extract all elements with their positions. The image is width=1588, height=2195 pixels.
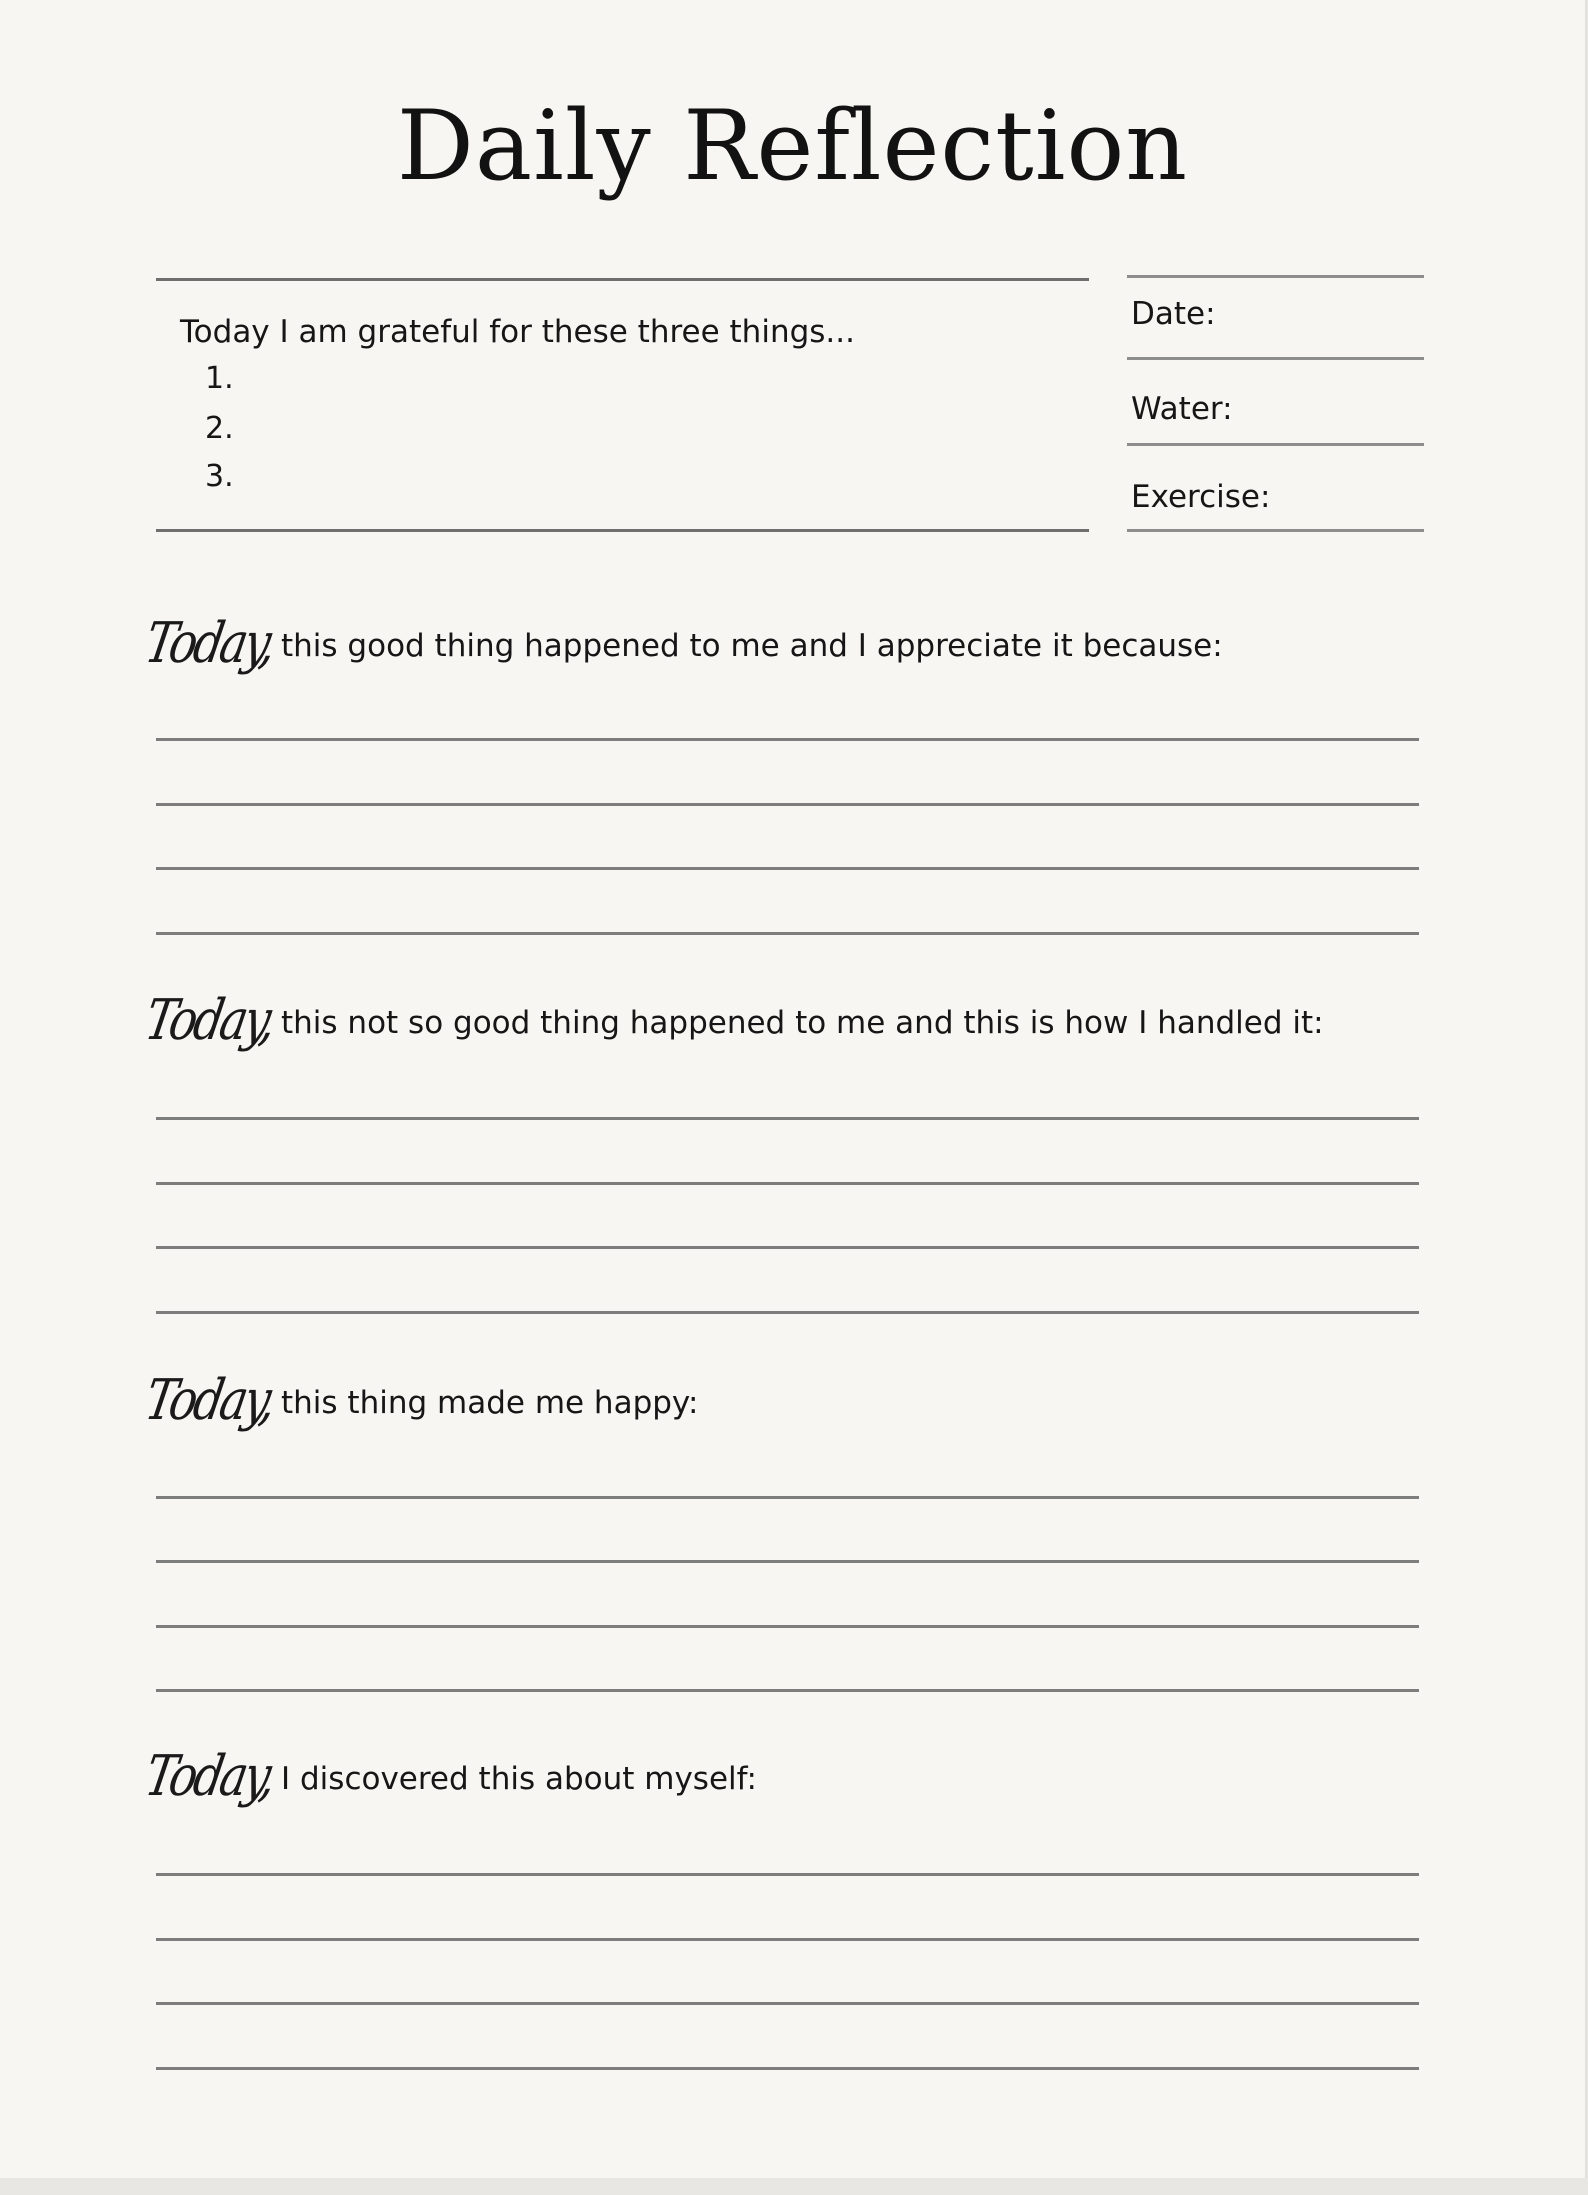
today-script-lead: Today, [140,611,279,676]
exercise-label: Exercise: [1131,479,1271,515]
writing-line[interactable] [156,1311,1419,1314]
page-title: Daily Reflection [396,90,1189,202]
writing-line[interactable] [156,803,1419,806]
section-prompt-text: this good thing happened to me and I appreciate it because: [281,628,1223,664]
today-script-lead: Today, [140,1744,279,1809]
writing-line[interactable] [156,1625,1419,1628]
writing-line[interactable] [156,1496,1419,1499]
writing-line[interactable] [156,1560,1419,1563]
tracker-rule-exercise [1127,529,1424,532]
section-prompt-text: this not so good thing happened to me and this is how I handled it: [281,1005,1324,1041]
tracker-rule-top [1127,275,1424,278]
section-prompt-text: this thing made me happy: [281,1385,699,1421]
water-label: Water: [1131,391,1233,427]
writing-line[interactable] [156,1873,1419,1876]
writing-line[interactable] [156,932,1419,935]
writing-line[interactable] [156,738,1419,741]
section-prompt-text: I discovered this about myself: [281,1761,757,1797]
writing-line[interactable] [156,2002,1419,2005]
gratitude-item-2[interactable]: 2. [205,411,234,446]
writing-line[interactable] [156,867,1419,870]
today-script-lead: Today, [140,988,279,1053]
writing-line[interactable] [156,1689,1419,1692]
gratitude-bottom-rule [156,529,1089,532]
gratitude-item-3[interactable]: 3. [205,459,234,494]
writing-line[interactable] [156,1182,1419,1185]
writing-line[interactable] [156,1938,1419,1941]
tracker-rule-water [1127,443,1424,446]
gratitude-prompt: Today I am grateful for these three things... [180,314,855,350]
today-script-lead: Today, [140,1368,279,1433]
gratitude-top-rule [156,278,1089,281]
writing-line[interactable] [156,2067,1419,2070]
gratitude-item-1[interactable]: 1. [205,361,234,396]
tracker-rule-date [1127,357,1424,360]
date-label: Date: [1131,296,1216,332]
writing-line[interactable] [156,1246,1419,1249]
writing-line[interactable] [156,1117,1419,1120]
